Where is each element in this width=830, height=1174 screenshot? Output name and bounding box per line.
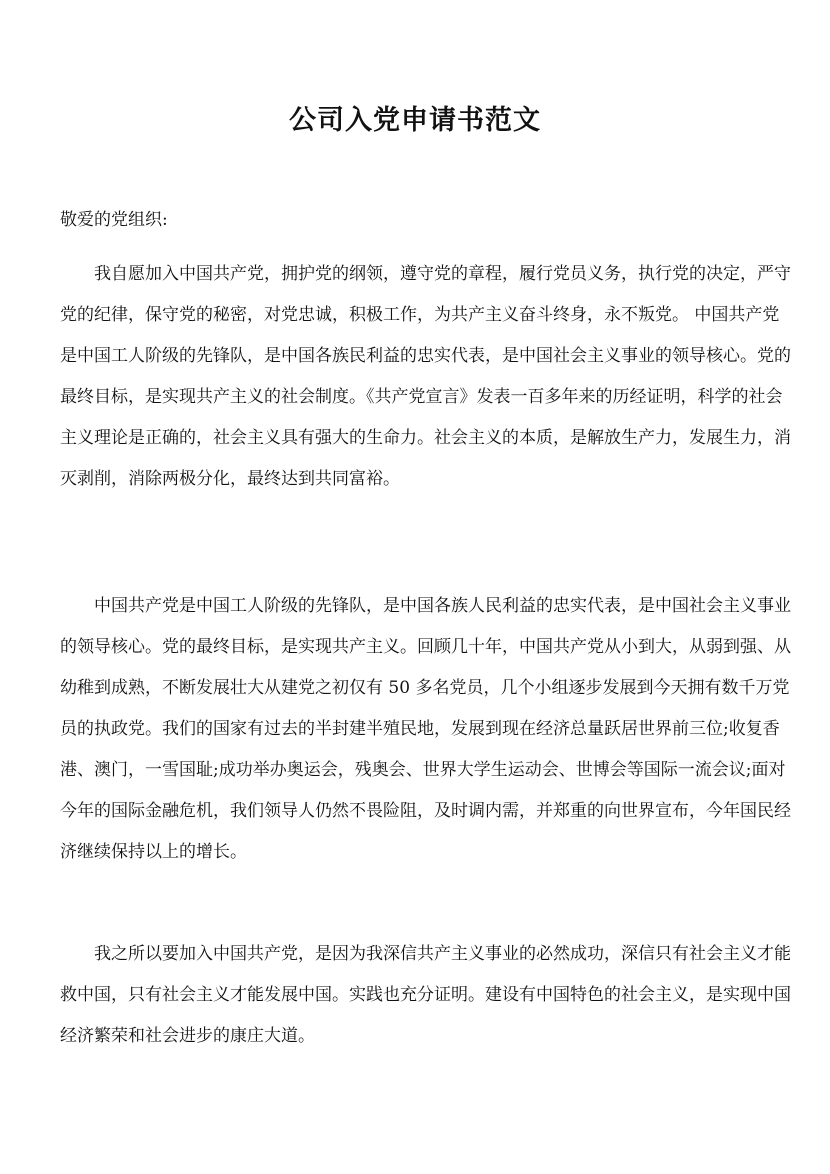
text-line: 港、澳门，一雪国耻;成功举办奥运会，残奥会、世界大学生运动会、世博会等国际一流会议;面对 bbox=[60, 760, 786, 780]
document-title: 公司入党申请书范文 bbox=[289, 105, 541, 136]
text-line: 今年的国际金融危机，我们领导人仍然不畏险阻，及时调内需，并郑重的向世界宣布，今年国民经 bbox=[60, 801, 791, 821]
text-line: 我之所以要加入中国共产党，是因为我深信共产主义事业的必然成功，深信只有社会主义才能 bbox=[94, 944, 791, 964]
text-line: 幼稚到成熟，不断发展壮大从建党之初仅有 50 多名党员，几个小组逐步发展到今天拥有数千万党 bbox=[60, 678, 790, 698]
text-line: 中国共产党是中国工人阶级的先锋队，是中国各族人民利益的忠实代表，是中国社会主义事业 bbox=[94, 596, 791, 616]
text-line: 主义理论是正确的，社会主义具有强大的生命力。社会主义的本质，是解放生产力，发展生力，消 bbox=[60, 428, 791, 448]
text-line: 的领导核心。党的最终目标，是实现共产主义。回顾几十年，中国共产党从小到大，从弱到强、从 bbox=[60, 637, 791, 657]
paragraph-2 bbox=[60, 594, 791, 881]
text-line: 济继续保持以上的增长。 bbox=[60, 842, 247, 862]
paragraph-1 bbox=[60, 262, 791, 508]
text-line: 经济繁荣和社会进步的康庄大道。 bbox=[60, 1026, 315, 1046]
text-line: 员的执政党。我们的国家有过去的半封建半殖民地，发展到现在经济总量跃居世界前三位;收复香 bbox=[60, 719, 780, 739]
salutation: 敬爱的党组织: bbox=[60, 210, 168, 230]
text-line: 最终目标，是实现共产主义的社会制度。《共产党宣言》发表一百多年来的历经证明，科学的社会 bbox=[60, 387, 783, 407]
text-line: 我自愿加入中国共产党，拥护党的纲领，遵守党的章程，履行党员义务，执行党的决定，严守 bbox=[94, 264, 791, 284]
text-line: 是中国工人阶级的先锋队，是中国各族民利益的忠实代表，是中国社会主义事业的领导核心。党的 bbox=[60, 346, 791, 366]
text-line: 救中国，只有社会主义才能发展中国。实践也充分证明。建设有中国特色的社会主义，是实现中国 bbox=[60, 985, 791, 1005]
text-line: 党的纪律，保守党的秘密，对党忠诚，积极工作，为共产主义奋斗终身，永不叛党。 中国共产党 bbox=[60, 305, 780, 325]
text-line: 灭剥削，消除两极分化，最终达到共同富裕。 bbox=[60, 469, 400, 489]
paragraph-3 bbox=[60, 942, 791, 1065]
